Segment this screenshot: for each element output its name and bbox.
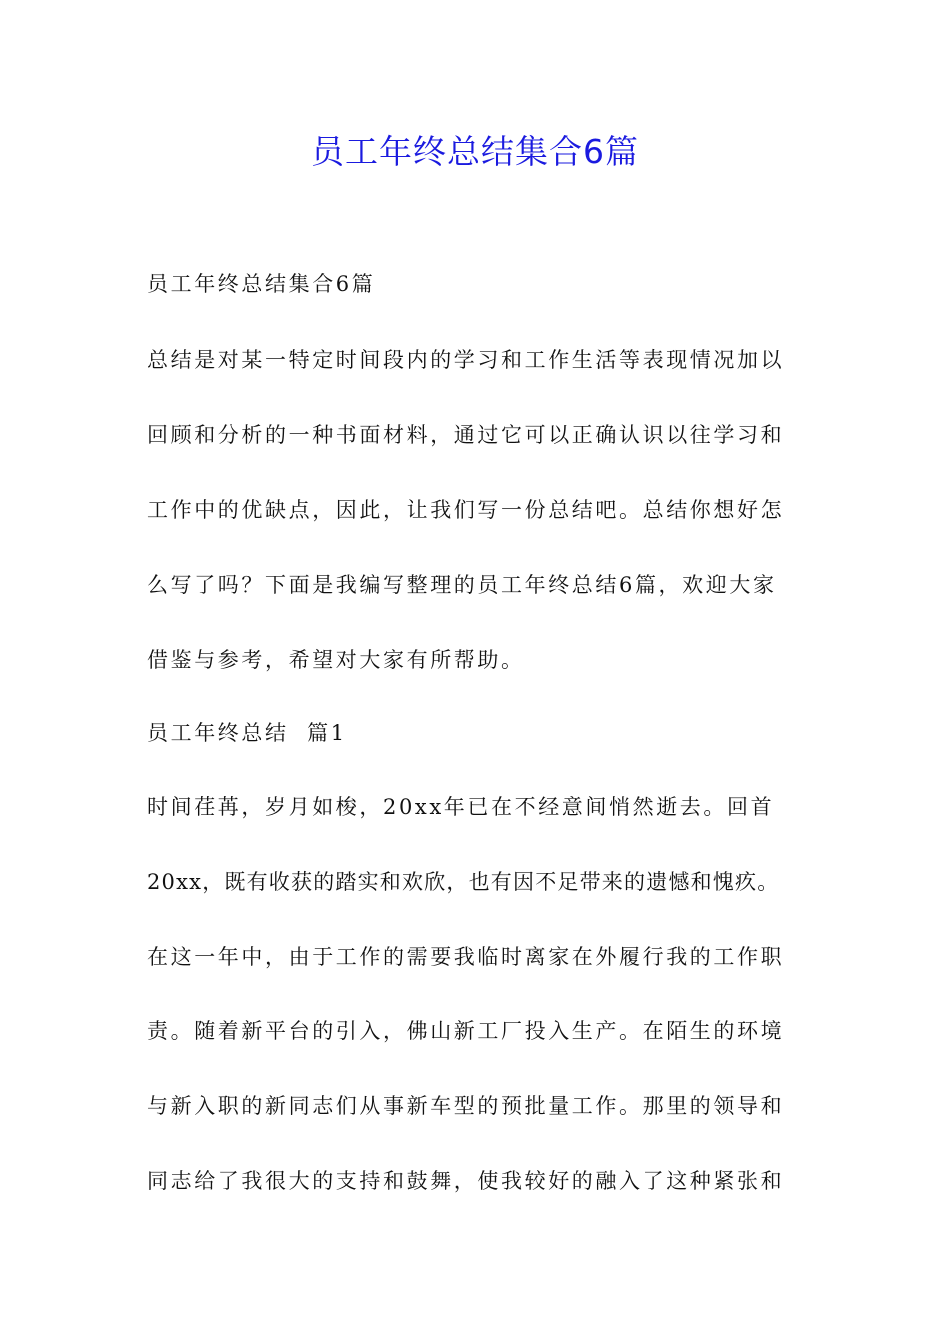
section-heading: 员工年终总结 篇1 — [147, 721, 347, 745]
document-title: 员工年终总结集合6篇 — [311, 132, 639, 171]
paragraph-line: 总结是对某一特定时间段内的学习和工作生活等表现情况加以 — [147, 348, 785, 372]
paragraph-line: 在这一年中，由于工作的需要我临时离家在外履行我的工作职 — [147, 945, 785, 969]
paragraph-line: 回顾和分析的一种书面材料，通过它可以正确认识以往学习和 — [147, 423, 785, 447]
paragraph-line: 责。随着新平台的引入，佛山新工厂投入生产。在陌生的环境 — [147, 1019, 785, 1043]
paragraph-line: 与新入职的新同志们从事新车型的预批量工作。那里的领导和 — [147, 1094, 785, 1118]
subtitle-line: 员工年终总结集合6篇 — [147, 272, 376, 296]
paragraph-line: 么写了吗？下面是我编写整理的员工年终总结6篇，欢迎大家 — [147, 573, 777, 597]
paragraph-line: 工作中的优缺点，因此，让我们写一份总结吧。总结你想好怎 — [147, 498, 785, 522]
paragraph-line: 同志给了我很大的支持和鼓舞，使我较好的融入了这种紧张和 — [147, 1169, 785, 1193]
paragraph-line: 借鉴与参考，希望对大家有所帮助。 — [147, 648, 525, 672]
paragraph-line: 时间荏苒，岁月如梭，20xx年已在不经意间悄然逝去。回首 — [147, 795, 775, 819]
paragraph-line: 20xx，既有收获的踏实和欢欣，也有因不足带来的遗憾和愧疚。 — [147, 870, 780, 894]
